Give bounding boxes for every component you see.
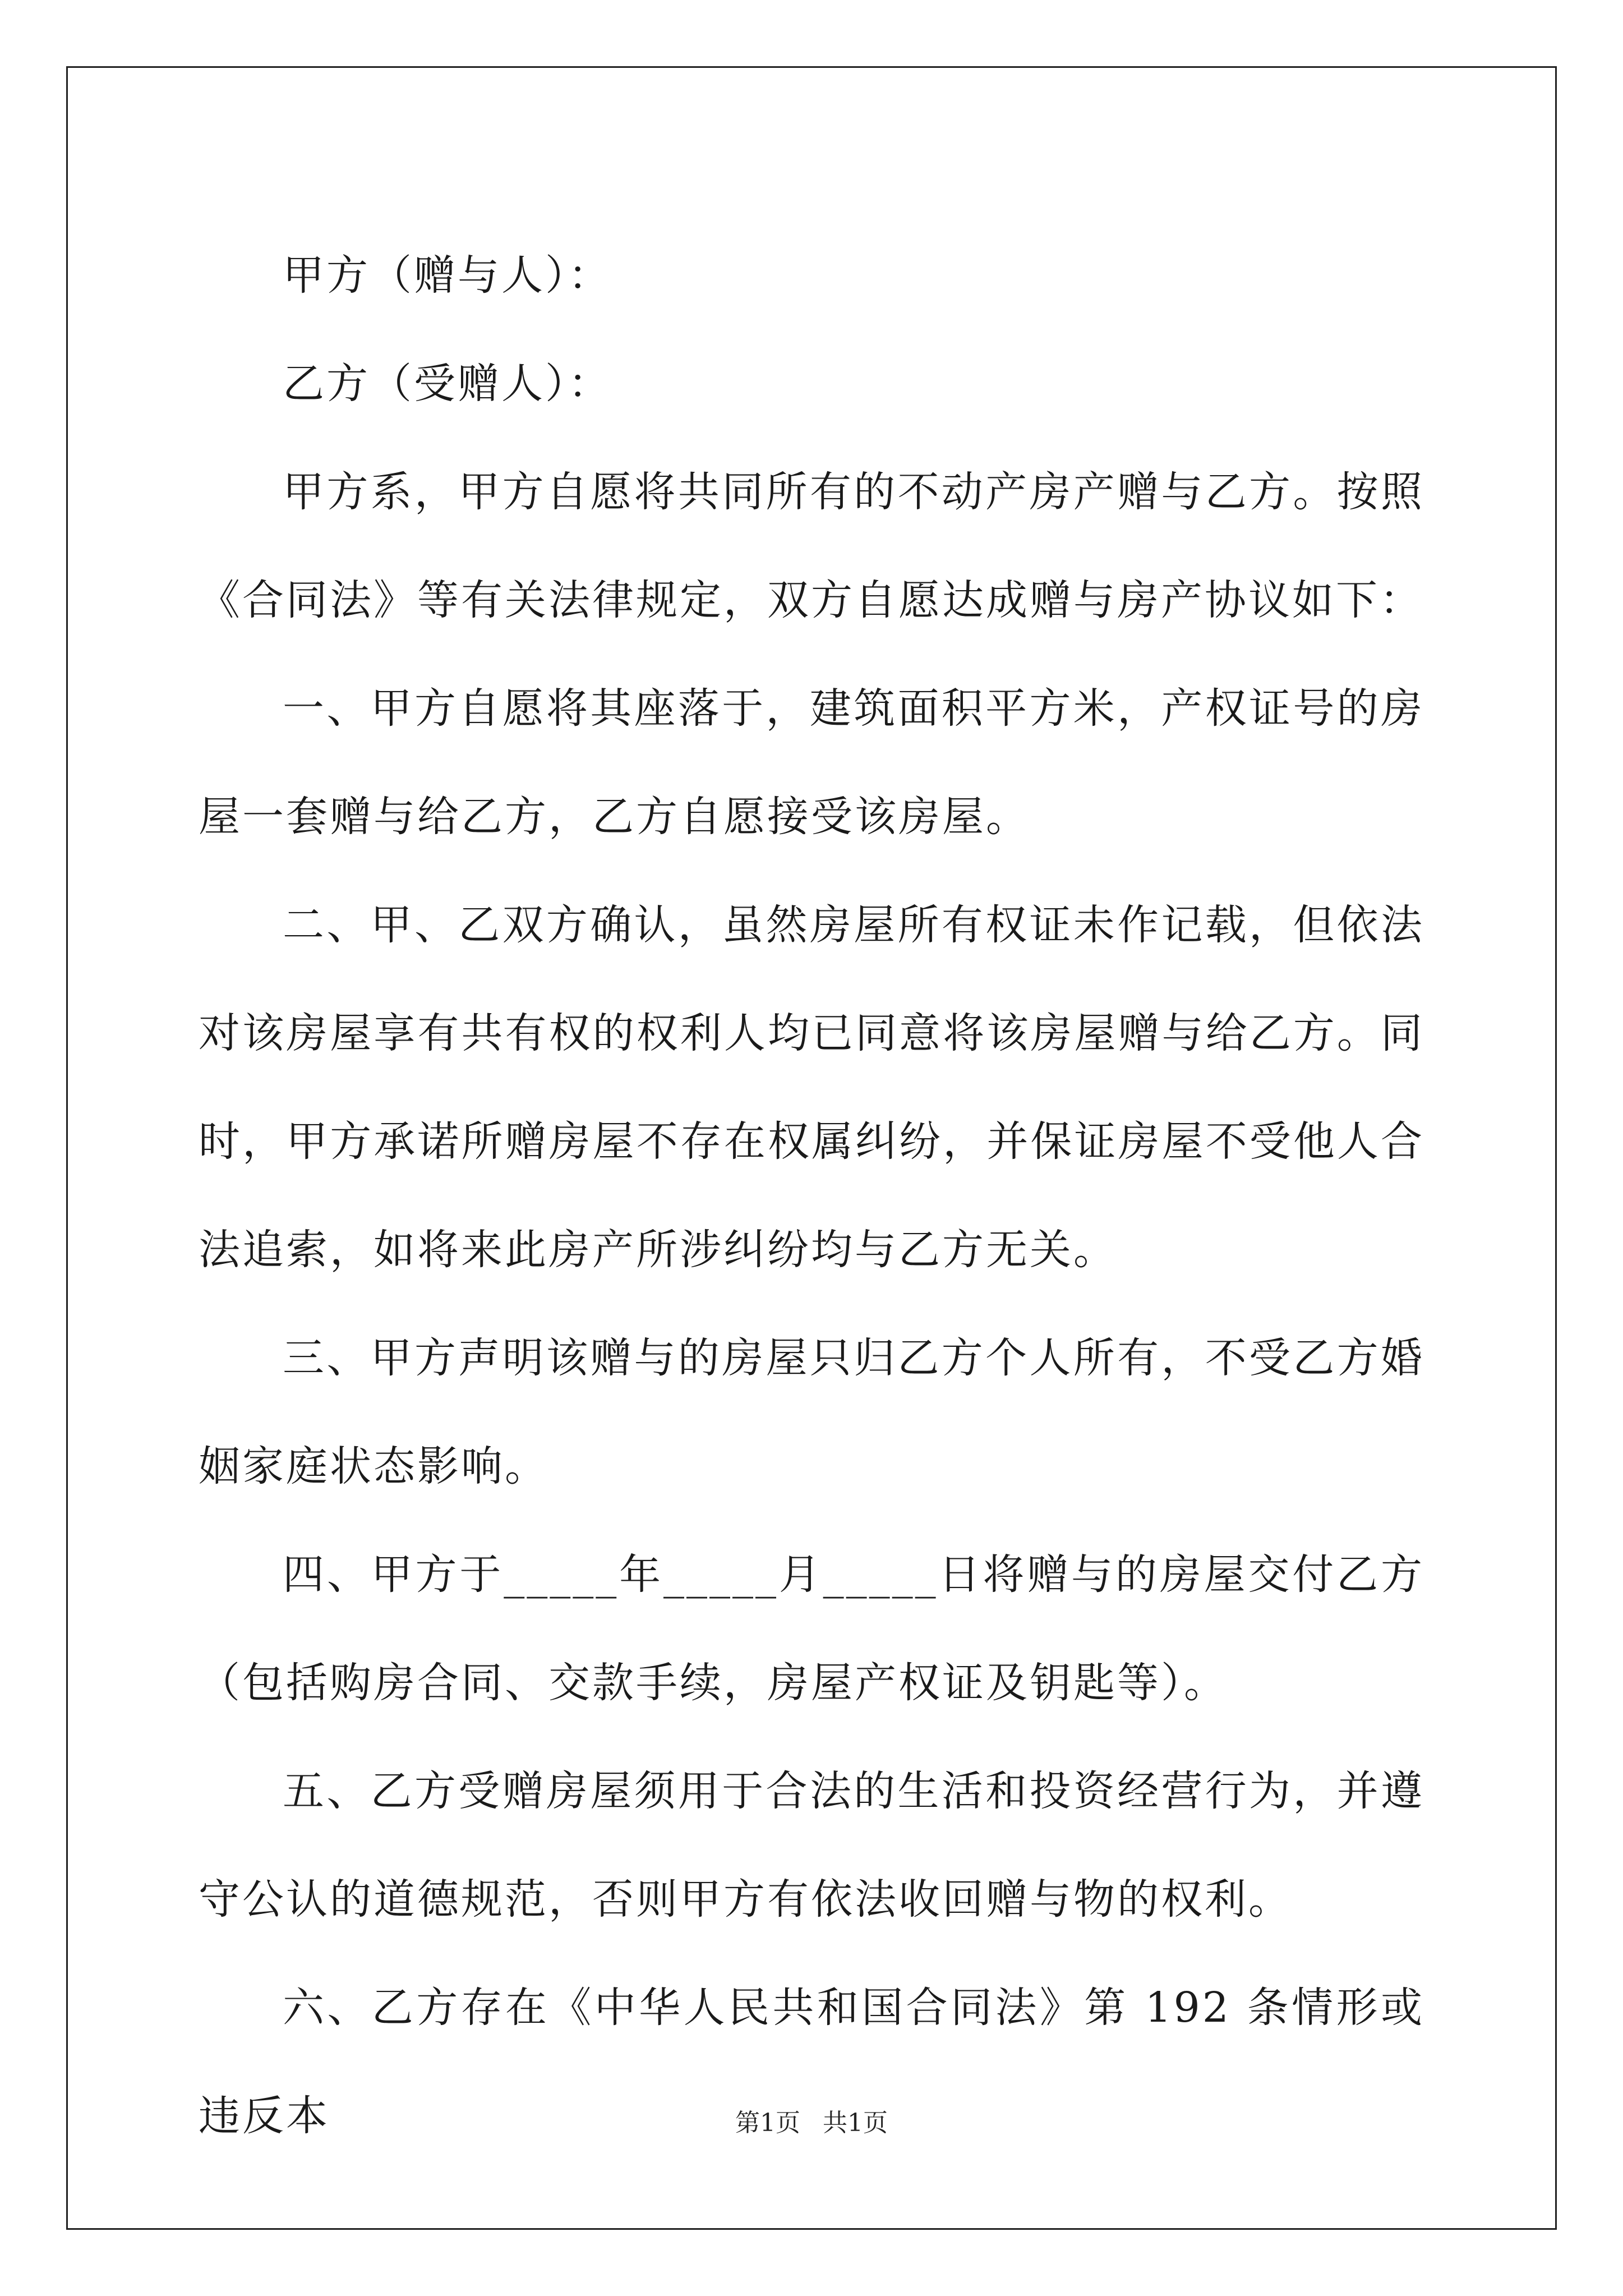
page-total: 共1页 — [823, 2109, 888, 2137]
clause-5: 五、乙方受赠房屋须用于合法的生活和投资经营行为，并遵守公认的道德规范，否则甲方有依法收回赠与物的权利。 — [199, 1767, 1424, 1924]
page-footer — [0, 2106, 1623, 2140]
party-a-line: 甲方（赠与人）： — [283, 251, 612, 300]
clause-6: 六、乙方存在《中华人民共和国合同法》第 192 条情形或违反本 — [199, 1984, 1424, 2140]
clause-1: 一、甲方自愿将其座落于，建筑面积平方米，产权证号的房屋一套赠与给乙方，乙方自愿接受该房屋。 — [199, 684, 1424, 841]
clause-4: 四、甲方于_____年_____月_____日将赠与的房屋交付乙方（包括购房合同、交款手续，房屋产权证及钥匙等）。 — [199, 1550, 1424, 1707]
preamble-paragraph: 甲方系，甲方自愿将共同所有的不动产房产赠与乙方。按照《合同法》等有关法律规定，双方自愿达成赠与房产协议如下： — [199, 468, 1424, 624]
party-b-line: 乙方（受赠人）： — [283, 360, 612, 408]
document-body — [199, 222, 1424, 2170]
clause-3: 三、甲方声明该赠与的房屋只归乙方个人所有，不受乙方婚姻家庭状态影响。 — [199, 1334, 1424, 1490]
clause-2: 二、甲、乙双方确认，虽然房屋所有权证未作记载，但依法对该房屋享有共有权的权利人均已同意将该房屋赠与给乙方。同时，甲方承诺所赠房屋不存在权属纠纷，并保证房屋不受他人合法追索，如将来此房产所涉纠纷均与乙方无关。 — [199, 901, 1424, 1274]
page-number: 第1页 — [735, 2109, 800, 2137]
